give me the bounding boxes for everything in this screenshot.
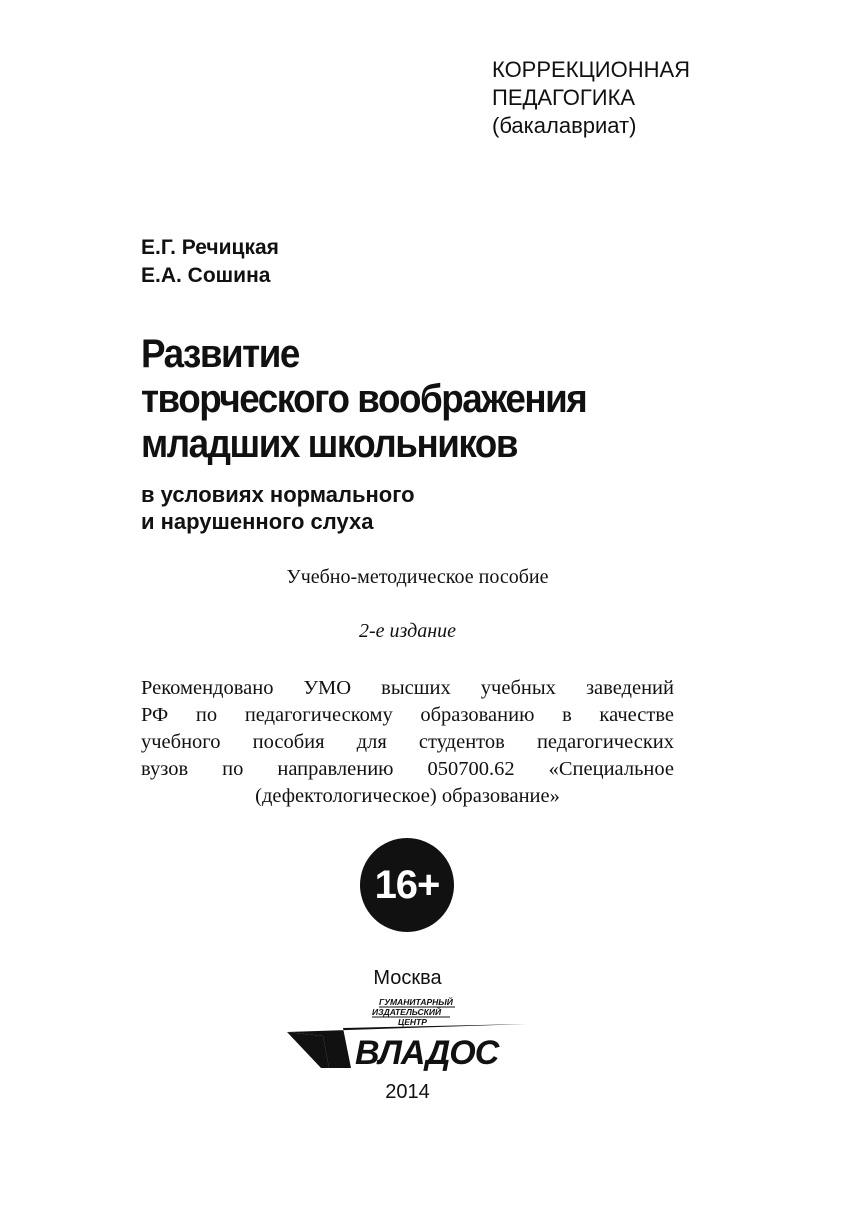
- publication-city: Москва: [373, 967, 442, 989]
- logo-tagline-3: ЦЕНТР: [398, 1017, 427, 1027]
- book-subtitle: [141, 481, 415, 535]
- title-line-1: Развитие: [141, 332, 299, 376]
- subtitle-line-2: и нарушенного слуха: [141, 509, 374, 534]
- title-line-3: младших школьников: [141, 422, 517, 466]
- author-1: Е.Г. Речицкая: [141, 236, 279, 259]
- series-label: [492, 56, 812, 140]
- edition-text: 2-е издание: [359, 620, 456, 642]
- recommendation-line-4: вузов по направлению 050700.62 «Специальное: [141, 758, 674, 780]
- publisher-logo: [285, 994, 535, 1074]
- title-line-2: творческого воображения: [141, 377, 587, 421]
- recommendation-line-5: (дефектологическое) образование»: [255, 785, 560, 807]
- subtitle-line-1: в условиях нормального: [141, 482, 415, 507]
- publication-year: 2014: [385, 1081, 430, 1103]
- authors: [141, 234, 279, 290]
- recommendation-line-1: Рекомендовано УМО высших учебных заведений: [141, 677, 674, 699]
- document-type: [0, 566, 845, 589]
- recommendation-text: [141, 675, 674, 810]
- series-line-1: КОРРЕКЦИОННАЯ: [492, 57, 691, 82]
- logo-swoosh-tail: [287, 1032, 329, 1068]
- book-title: [141, 332, 586, 467]
- author-2: Е.А. Сошина: [141, 264, 271, 287]
- vlados-logo-icon: [285, 994, 535, 1074]
- recommendation-line-3: учебного пособия для студентов педагогических: [141, 731, 674, 753]
- document-type-text: Учебно-методическое пособие: [286, 566, 549, 588]
- edition: [0, 620, 845, 643]
- logo-tagline-2: ИЗДАТЕЛЬСКИЙ: [372, 1007, 442, 1017]
- age-rating-badge: [360, 838, 454, 932]
- recommendation-line-2: РФ по педагогическому образованию в качестве: [141, 704, 674, 726]
- series-line-2: ПЕДАГОГИКА: [492, 85, 636, 110]
- logo-tagline-1: ГУМАНИТАРНЫЙ: [379, 997, 453, 1007]
- logo-publisher-name: ВЛАДОС: [355, 1034, 499, 1072]
- age-rating-text: 16+: [374, 862, 440, 907]
- series-line-3: (бакалавриат): [492, 113, 637, 138]
